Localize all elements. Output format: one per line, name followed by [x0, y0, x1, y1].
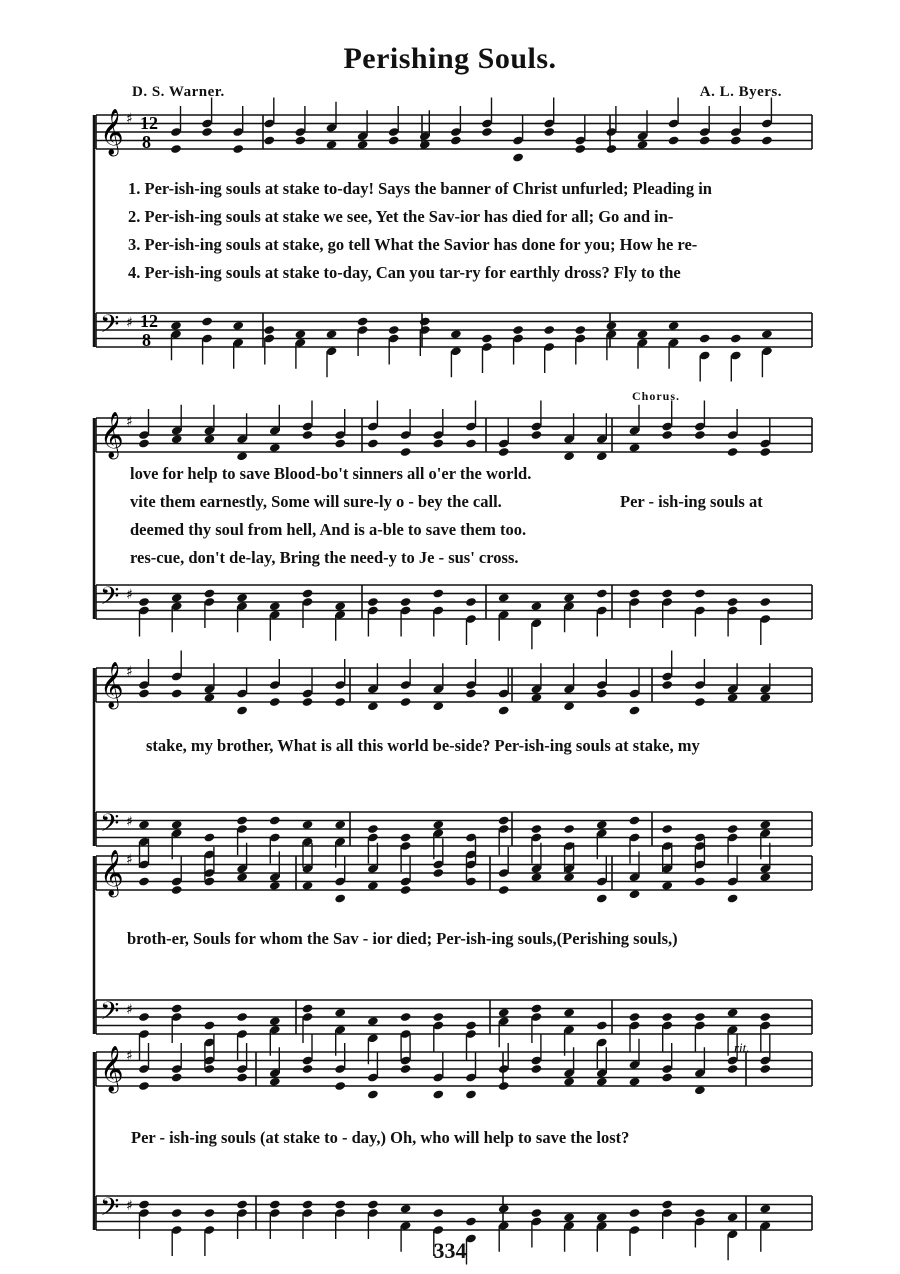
note-head: [694, 876, 706, 886]
note-head: [668, 135, 680, 145]
sharp-icon: ♯: [126, 414, 133, 430]
note-head: [138, 688, 150, 698]
note-head: [629, 1012, 641, 1022]
sharp-icon: ♯: [126, 315, 133, 331]
note-head: [302, 697, 314, 707]
note-head: [171, 1208, 183, 1218]
note-head: [138, 438, 150, 448]
treble-clef-icon: 𝄞: [100, 109, 124, 155]
note-head: [512, 152, 524, 162]
treble-clef-icon: 𝄞: [100, 1046, 124, 1092]
note-head: [302, 588, 314, 598]
sharp-icon: ♯: [126, 111, 133, 127]
note-head: [357, 316, 369, 326]
note-head: [236, 815, 248, 825]
note-head: [730, 135, 742, 145]
note-head: [138, 876, 150, 886]
note-head: [232, 144, 244, 154]
note-head: [400, 832, 412, 842]
time-signature-top: 12: [140, 311, 158, 331]
note-head: [727, 447, 739, 457]
note-head: [759, 1012, 771, 1022]
time-signature-top: 12: [140, 113, 158, 133]
note-head: [432, 588, 444, 598]
note-head: [574, 325, 586, 335]
verse-1-line-1: 1. Per-ish-ing souls at stake to-day! Says the banner of Christ unfurled; Pleading in: [128, 179, 712, 198]
note-head: [759, 597, 771, 607]
note-head: [465, 1216, 477, 1226]
verse-2-line-2: vite them earnestly, Some will sure-ly o - bey the call.: [130, 492, 502, 511]
note-head: [498, 705, 510, 715]
note-head: [302, 1199, 314, 1209]
note-head: [543, 325, 555, 335]
chorus-lyric-line-3: Per - ish-ing souls (at stake to - day,) Oh, who will help to save the lost?: [131, 1128, 630, 1147]
note-head: [432, 438, 444, 448]
note-head: [530, 430, 542, 440]
note-head: [269, 815, 281, 825]
note-head: [367, 1199, 379, 1209]
note-head: [263, 135, 275, 145]
note-head: [694, 697, 706, 707]
note-head: [201, 127, 213, 137]
note-head: [203, 1208, 215, 1218]
note-head: [432, 1089, 444, 1099]
note-head: [498, 447, 510, 457]
composer-credit: A. L. Byers.: [699, 84, 782, 100]
note-head: [432, 868, 444, 878]
note-head: [661, 430, 673, 440]
note-head: [236, 1072, 248, 1082]
note-head: [388, 325, 400, 335]
note-head: [759, 447, 771, 457]
bass-clef-icon: 𝄢: [100, 310, 120, 345]
note-head: [727, 597, 739, 607]
verse-3-line-2: deemed thy soul from hell, And is a-ble to save them too.: [130, 520, 527, 539]
note-head: [498, 1081, 510, 1091]
note-head: [563, 824, 575, 834]
treble-clef-icon: 𝄞: [100, 850, 124, 896]
verse-4-line-2: res-cue, don't de-lay, Bring the need-y to Je - sus' cross.: [130, 548, 519, 567]
note-head: [629, 705, 641, 715]
note-head: [596, 1020, 608, 1030]
note-head: [694, 588, 706, 598]
note-head: [596, 688, 608, 698]
note-head: [419, 316, 431, 326]
verse-3-line-1: 3. Per-ish-ing souls at stake, go tell What the Savior has done for you; How he re-: [128, 235, 698, 254]
note-head: [203, 832, 215, 842]
note-head: [465, 597, 477, 607]
verse-4-line-1: 4. Per-ish-ing souls at stake to-day, Can you tar-ry for earthly dross? Fly to the: [128, 263, 681, 282]
note-head: [661, 1072, 673, 1082]
note-head: [432, 1208, 444, 1218]
note-head: [236, 1199, 248, 1209]
note-head: [400, 597, 412, 607]
note-head: [694, 1208, 706, 1218]
verse-1-line-2: love for help to save Blood-bo't sinners all o'er the world.: [130, 464, 532, 483]
note-head: [171, 688, 183, 698]
bass-clef-icon: 𝄢: [100, 1193, 120, 1228]
note-head: [201, 316, 213, 326]
note-head: [481, 333, 493, 343]
note-head: [138, 597, 150, 607]
note-head: [171, 1072, 183, 1082]
note-head: [388, 135, 400, 145]
sharp-icon: ♯: [126, 814, 133, 830]
note-head: [269, 1199, 281, 1209]
note-head: [138, 1012, 150, 1022]
note-head: [661, 680, 673, 690]
note-head: [367, 1089, 379, 1099]
note-head: [730, 333, 742, 343]
note-head: [481, 127, 493, 137]
note-head: [694, 430, 706, 440]
chorus-lyric-line-1: stake, my brother, What is all this world be-side? Per-ish-ing souls at stake, my: [146, 736, 700, 755]
note-head: [699, 135, 711, 145]
hymn-title: Perishing Souls.: [343, 42, 557, 75]
chorus-lyric-start: Per - ish-ing souls at: [620, 492, 763, 511]
note-head: [727, 824, 739, 834]
note-head: [334, 1199, 346, 1209]
note-head: [170, 144, 182, 154]
sharp-icon: ♯: [126, 587, 133, 603]
note-head: [498, 885, 510, 895]
note-head: [236, 705, 248, 715]
treble-clef-icon: 𝄞: [100, 662, 124, 708]
note-head: [661, 824, 673, 834]
note-head: [761, 135, 773, 145]
chorus-label: Chorus.: [632, 389, 681, 403]
time-signature-bottom: 8: [142, 132, 151, 152]
page-number: 334: [433, 1238, 467, 1263]
note-head: [596, 588, 608, 598]
note-head: [171, 1003, 183, 1013]
note-head: [530, 1064, 542, 1074]
verse-2-line-1: 2. Per-ish-ing souls at stake we see, Yet the Sav-ior has died for all; Go and in-: [128, 207, 674, 226]
sharp-icon: ♯: [126, 664, 133, 680]
note-head: [530, 1003, 542, 1013]
sharp-icon: ♯: [126, 1002, 133, 1018]
note-head: [699, 333, 711, 343]
note-head: [236, 1012, 248, 1022]
note-head: [661, 588, 673, 598]
note-head: [302, 1064, 314, 1074]
sharp-icon: ♯: [126, 1198, 133, 1214]
note-head: [694, 1012, 706, 1022]
note-head: [661, 1199, 673, 1209]
note-head: [465, 688, 477, 698]
note-head: [465, 1089, 477, 1099]
tempo-mark: rit.: [734, 1040, 750, 1055]
note-head: [302, 1003, 314, 1013]
lyricist-credit: D. S. Warner.: [132, 84, 225, 100]
note-head: [171, 885, 183, 895]
note-head: [138, 1081, 150, 1091]
note-head: [367, 438, 379, 448]
note-head: [334, 893, 346, 903]
chorus-lyric-line-2: broth-er, Souls for whom the Sav - ior died; Per-ish-ing souls,(Perishing souls,): [127, 929, 678, 948]
note-head: [629, 1208, 641, 1218]
note-head: [334, 438, 346, 448]
note-head: [367, 597, 379, 607]
bass-clef-icon: 𝄢: [100, 582, 120, 617]
note-head: [629, 588, 641, 598]
note-head: [512, 325, 524, 335]
note-head: [530, 824, 542, 834]
time-signature-bottom: 8: [142, 330, 151, 350]
note-head: [450, 135, 462, 145]
treble-clef-icon: 𝄞: [100, 412, 124, 458]
note-head: [727, 1064, 739, 1074]
note-head: [400, 1012, 412, 1022]
note-head: [203, 1020, 215, 1030]
note-head: [302, 430, 314, 440]
bass-clef-icon: 𝄢: [100, 997, 120, 1032]
note-head: [263, 325, 275, 335]
note-head: [530, 1208, 542, 1218]
note-head: [727, 893, 739, 903]
note-head: [759, 1064, 771, 1074]
note-head: [432, 1012, 444, 1022]
sharp-icon: ♯: [126, 852, 133, 868]
note-head: [400, 885, 412, 895]
sharp-icon: ♯: [126, 1048, 133, 1064]
note-head: [498, 815, 510, 825]
note-head: [294, 135, 306, 145]
note-head: [661, 1012, 673, 1022]
note-head: [138, 1199, 150, 1209]
note-head: [400, 447, 412, 457]
note-head: [269, 697, 281, 707]
note-head: [605, 144, 617, 154]
bass-clef-icon: 𝄢: [100, 809, 120, 844]
note-head: [400, 1064, 412, 1074]
note-head: [629, 815, 641, 825]
note-head: [596, 893, 608, 903]
note-head: [543, 127, 555, 137]
note-head: [334, 697, 346, 707]
note-head: [400, 697, 412, 707]
note-head: [465, 1020, 477, 1030]
note-head: [465, 438, 477, 448]
note-head: [367, 824, 379, 834]
note-head: [334, 1081, 346, 1091]
note-head: [574, 144, 586, 154]
bass-staff-2: [96, 582, 812, 619]
note-head: [203, 588, 215, 598]
